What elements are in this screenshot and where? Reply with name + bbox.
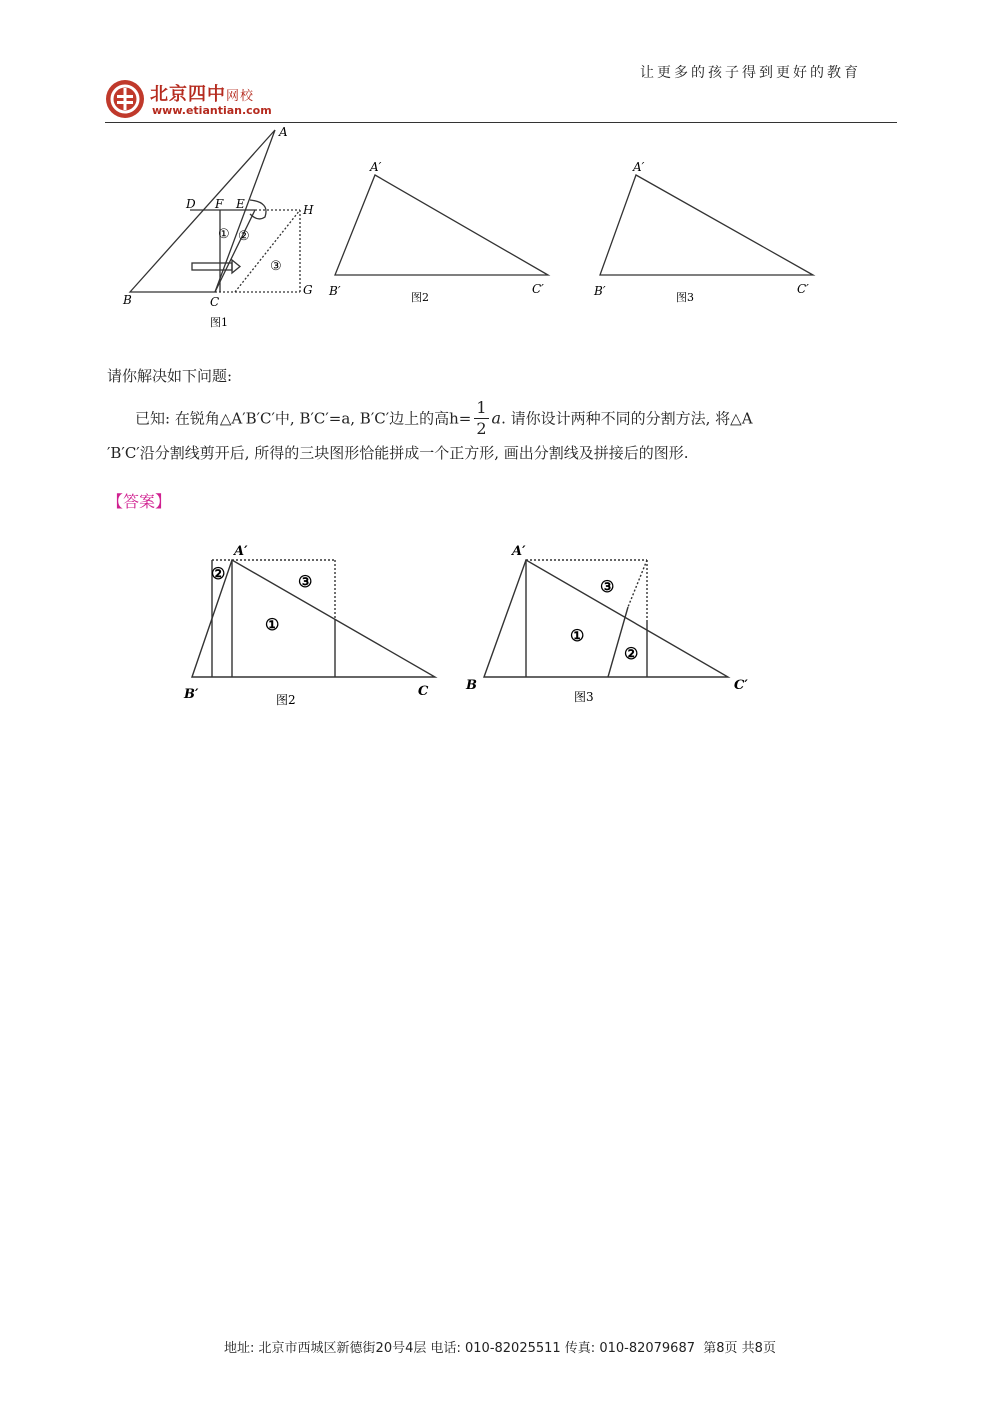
fig3-label-C: C′ xyxy=(797,282,809,296)
header xyxy=(0,0,1000,125)
figure-3-top xyxy=(590,155,820,310)
ans3-piece-3: ③ xyxy=(600,577,615,596)
ans3-piece-2: ② xyxy=(624,644,639,663)
footer-address: 地址: 北京市西城区新德街20号4层 电话: 010-82025511 传真: 010-82079687 xyxy=(224,1341,695,1356)
fig1-label-A: A xyxy=(279,125,288,139)
fig2-label-B: B′ xyxy=(329,284,341,298)
question-line-1 xyxy=(135,398,753,439)
fig1-label-H: H xyxy=(303,203,314,217)
figure-1 xyxy=(110,122,330,337)
fig1-caption: 图1 xyxy=(210,316,228,329)
ans3-label-C: C′ xyxy=(734,678,748,693)
fig1-piece-3: ③ xyxy=(270,259,282,274)
fig3-label-A: A′ xyxy=(633,160,645,174)
fig1-label-C: C xyxy=(210,295,220,309)
ans3-label-A: A′ xyxy=(512,544,526,559)
fig1-label-E: E xyxy=(236,197,245,211)
figure-2-top xyxy=(325,155,555,310)
ans3-caption: 图3 xyxy=(574,690,594,704)
ans3-piece-1: ① xyxy=(570,626,585,645)
ans2-piece-1: ① xyxy=(265,615,280,634)
ans2-piece-2: ② xyxy=(211,564,226,583)
fig2-label-A: A′ xyxy=(370,160,382,174)
logo-name: 北京四中网校 xyxy=(150,84,255,105)
ans2-label-B: B′ xyxy=(184,687,199,702)
answer-figure-3 xyxy=(460,535,760,715)
question-intro: 请你解决如下问题: xyxy=(107,367,233,385)
ans3-label-B: B xyxy=(466,678,477,693)
fraction-var: a xyxy=(491,408,502,428)
footer-page: 第8页 共8页 xyxy=(703,1341,776,1356)
fig2-label-C: C′ xyxy=(532,282,544,296)
question-line-1-pre: 已知: 在锐角△A′B′C′中, B′C′=a, B′C′边上的高h= xyxy=(135,409,472,428)
ans2-piece-3: ③ xyxy=(298,572,313,591)
fig1-piece-1: ① xyxy=(218,227,230,242)
question-line-2: ′B′C′沿分割线剪开后, 所得的三块图形恰能拼成一个正方形, 画出分割线及拼接后的图形. xyxy=(107,444,689,462)
ans2-label-C: C xyxy=(418,684,429,699)
footer xyxy=(0,1337,1000,1356)
fraction: $\frac{1}{2}$ xyxy=(476,398,487,438)
ans2-label-A: A′ xyxy=(234,544,248,559)
header-slogan: 让更多的孩子得到更好的教育 xyxy=(640,65,861,81)
fig3-caption: 图3 xyxy=(676,291,694,304)
fig1-piece-2: ② xyxy=(238,229,250,244)
fig2-caption: 图2 xyxy=(411,291,429,304)
logo-emblem-icon xyxy=(104,78,146,120)
fig1-label-F: F xyxy=(215,197,224,211)
question-line-1-post: . 请你设计两种不同的分割方法, 将△A xyxy=(501,409,753,428)
fig1-label-B: B xyxy=(123,293,132,307)
logo-url: www.etiantian.com xyxy=(152,104,272,117)
fig1-label-D: D xyxy=(186,197,196,211)
answer-figure-2 xyxy=(180,535,450,715)
fig3-label-B: B′ xyxy=(594,284,606,298)
ans2-caption: 图2 xyxy=(276,693,296,707)
fig1-label-G: G xyxy=(303,283,313,297)
answer-label: 【答案】 xyxy=(107,492,172,511)
